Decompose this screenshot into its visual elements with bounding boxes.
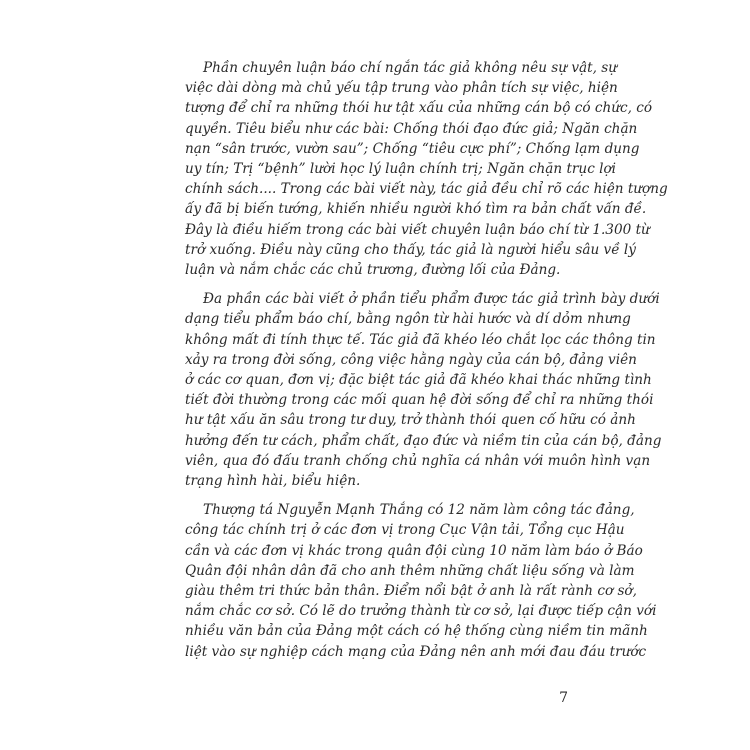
text-line: công tác chính trị ở các đơn vị trong Cục Vận tải, Tổng cục Hậu	[185, 522, 625, 539]
text-line: ấy đã bị biến tướng, khiến nhiều người khó tìm ra bản chất vấn đề.	[185, 201, 647, 218]
text-line: nắm chắc cơ sở. Có lẽ do trưởng thành từ cơ sở, lại được tiếp cận với	[185, 603, 657, 620]
text-line: quyền. Tiêu biểu như các bài: Chống thói đạo đức giả; Ngăn chặn	[185, 120, 638, 137]
paragraph	[185, 500, 657, 662]
text-line: hư tật xấu ăn sâu trong tư duy, trở thành thói quen cố hữu có ảnh	[185, 412, 636, 429]
text-line: Phần chuyên luận báo chí ngắn tác giả không nêu sự vật, sự	[203, 60, 617, 76]
text-line: cần và các đơn vị khác trong quân đội cùng 10 năm làm báo ở Báo	[185, 542, 643, 559]
text-line: Thượng tá Nguyễn Mạnh Thắng có 12 năm làm công tác đảng,	[203, 502, 635, 519]
text-line: dạng tiểu phẩm báo chí, bằng ngôn từ hài hước và dí dỏm nhưng	[185, 311, 631, 328]
text-line: uy tín; Trị “bệnh” lười học lý luận chính trị; Ngăn chặn trục lợi	[185, 161, 617, 178]
text-line: ở các cơ quan, đơn vị; đặc biệt tác giả đã khéo khai thác những tình	[185, 372, 652, 389]
text-line: nạn “sân trước, vườn sau”; Chống “tiêu cực phí”; Chống lạm dụng	[185, 140, 640, 157]
text-line: giàu thêm tri thức bản thân. Điểm nổi bật ở anh là rất rành cơ sở,	[185, 583, 637, 600]
text-line: Đa phần các bài viết ở phần tiểu phẩm được tác giả trình bày dưới	[203, 291, 660, 308]
text-line: chính sách.... Trong các bài viết này, tác giả đều chỉ rõ các hiện tượng	[185, 181, 668, 198]
text-line: viên, qua đó đấu tranh chống chủ nghĩa cá nhân với muôn hình vạn	[185, 452, 651, 469]
page-number: 7	[559, 690, 568, 706]
text-line: Quân đội nhân dân đã cho anh thêm những chất liệu sống và làm	[185, 562, 635, 579]
text-line: tượng để chỉ ra những thói hư tật xấu của những cán bộ có chức, có	[185, 100, 653, 117]
text-line: luận và nắm chắc các chủ trương, đường lối của Đảng.	[185, 262, 561, 279]
text-line: xảy ra trong đời sống, công việc hằng ngày của cán bộ, đảng viên	[185, 351, 637, 368]
text-line: trạng hình hài, biểu hiện.	[185, 473, 361, 490]
text-line: liệt vào sự nghiệp cách mạng của Đảng nên anh mới đau đáu trước	[185, 643, 647, 660]
text-line: trở xuống. Điều này cũng cho thấy, tác giả là người hiểu sâu về lý	[185, 241, 636, 258]
paragraph	[185, 58, 668, 280]
text-line: tiết đời thường trong các mối quan hệ đời sống để chỉ ra những thói	[185, 392, 654, 409]
text-line: nhiều văn bản của Đảng một cách có hệ thống cùng niềm tin mãnh	[185, 623, 648, 640]
text-line: không mất đi tính thực tế. Tác giả đã khéo léo chắt lọc các thông tin	[185, 331, 656, 348]
body-text	[185, 58, 668, 671]
text-line: hưởng đến tư cách, phẩm chất, đạo đức và niềm tin của cán bộ, đảng	[185, 432, 662, 449]
text-line: Đây là điều hiếm trong các bài viết chuyên luận báo chí từ 1.300 từ	[185, 221, 650, 238]
paragraph	[185, 289, 662, 491]
text-line: việc dài dòng mà chủ yếu tập trung vào phân tích sự việc, hiện	[185, 80, 618, 97]
